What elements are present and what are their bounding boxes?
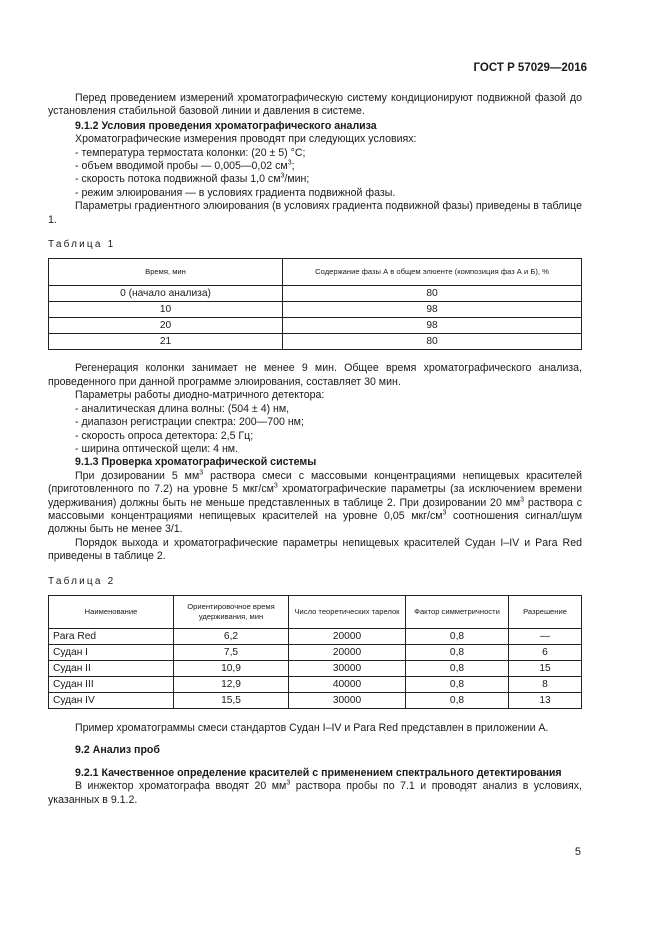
table-cell: 0,8: [406, 644, 509, 660]
intro-paragraph: Перед проведением измерений хроматографическую систему кондиционируют подвижной фазой до установления стабильной базовой линии и давления в системе.: [48, 92, 582, 118]
section-9-1-3-title: 9.1.3 Проверка хроматографической системы: [75, 456, 317, 469]
table-row: [49, 660, 582, 676]
detector-item: - скорость опроса детектора: 2,5 Гц;: [75, 429, 254, 442]
table-2: [48, 595, 582, 709]
table-cell: 21: [49, 334, 283, 350]
table-cell: 0,8: [406, 692, 509, 708]
table-header: Ориентировочное время удерживания, мин: [174, 595, 289, 628]
condition-item: - скорость потока подвижной фазы 1,0 $см^3$/мин;: [75, 172, 310, 186]
section-9-1-2-title: 9.1.2 Условия проведения хроматографического анализа: [75, 119, 377, 132]
table-header: Разрешение: [509, 595, 582, 628]
table-row: [49, 692, 582, 708]
table-cell: 12,9: [174, 676, 289, 692]
page-number: 5: [574, 846, 581, 858]
table-cell: 30000: [289, 660, 406, 676]
table-header: Число теоретических тарелок: [289, 595, 406, 628]
page-content: [48, 92, 582, 807]
table-cell: 6,2: [174, 628, 289, 644]
detector-item: - диапазон регистрации спектра: 200—700 нм;: [75, 416, 304, 429]
table-cell: 80: [283, 286, 582, 302]
table-cell: 98: [283, 302, 582, 318]
table-row: [49, 334, 582, 350]
table-cell: 10,9: [174, 660, 289, 676]
section-9-2-1-title: 9.2.1 Качественное определение красителей с применением спектрального детектирования: [75, 766, 562, 779]
detector-item: - аналитическая длина волны: (504 ± 4) нм,: [75, 402, 290, 415]
table-1: [48, 258, 582, 350]
table-cell: 10: [49, 302, 283, 318]
injection-paragraph: В инжектор хроматографа вводят 20 $мм^3$ раствора пробы по 7.1 и проводят анализ в условиях, указанных в 9.1.2.: [48, 779, 582, 806]
table-cell: 0,8: [406, 660, 509, 676]
condition-item: - температура термостата колонки: (20 ± 5) °С;: [75, 146, 306, 159]
gradient-paragraph: Параметры градиентного элюирования (в условиях градиента подвижной фазы) приведены в таблице 1.: [48, 200, 582, 226]
table-cell: 8: [509, 676, 582, 692]
table-header: Время, мин: [49, 259, 283, 286]
table-cell: 13: [509, 692, 582, 708]
table-row: [49, 286, 582, 302]
standard-number: ГОСТ Р 57029—2016: [473, 62, 587, 74]
table-cell: 20: [49, 318, 283, 334]
table-header: Наименование: [49, 595, 174, 628]
conditions-lead: Хроматографические измерения проводят при следующих условиях:: [75, 133, 417, 146]
table-1-caption: Таблица 1: [48, 239, 116, 251]
table-cell: 80: [283, 334, 582, 350]
condition-item: - объем вводимой пробы — 0,005—0,02 $см^3$;: [75, 159, 295, 173]
table-cell: 0,8: [406, 628, 509, 644]
table-row: [49, 676, 582, 692]
table-header: Содержание фазы А в общем элюенте (композиция фаз А и Б), %: [283, 259, 582, 286]
table-cell: Судан I: [49, 644, 174, 660]
table-cell: Судан II: [49, 660, 174, 676]
table-2-caption: Таблица 2: [48, 575, 116, 587]
table-cell: Para Red: [49, 628, 174, 644]
detector-lead: Параметры работы диодно-матричного детектора:: [75, 389, 325, 402]
table-row: [49, 302, 582, 318]
condition-item: - режим элюирования — в условиях градиента подвижной фазы.: [75, 186, 396, 199]
example-paragraph: Пример хроматограммы смеси стандартов Судан I–IV и Para Red представлен в приложении А.: [75, 721, 549, 734]
table-cell: 20000: [289, 628, 406, 644]
table-cell: Судан III: [49, 676, 174, 692]
table-cell: 40000: [289, 676, 406, 692]
table-cell: 0 (начало анализа): [49, 286, 283, 302]
table-cell: Судан IV: [49, 692, 174, 708]
table-cell: 20000: [289, 644, 406, 660]
elution-order-paragraph: Порядок выхода и хроматографические параметры непищевых красителей Судан I–IV и Para Red приведены в таблице 2.: [48, 536, 582, 563]
table-cell: 0,8: [406, 676, 509, 692]
table-cell: 6: [509, 644, 582, 660]
table-cell: —: [509, 628, 582, 644]
system-check-paragraph: При дозировании 5 $мм^3$ раствора смеси с массовыми концентрациями непищевых красителей (приготовленного по 7.2) на уровне 5 мкг/$см^3$ хроматографические параметры (за исключением времени удерживания) должны быть не меньше представленных в таблице 2. При дозировании 20 $мм^3$ раствора с массовыми концентрациями непищевых красителей на уровне 0,05 мкг/$см^3$ соотношения сигнал/шум должны быть не менее 3/1.: [48, 469, 583, 536]
section-9-2-title: 9.2 Анализ проб: [75, 744, 160, 757]
detector-item: - ширина оптической щели: 4 нм.: [75, 442, 239, 455]
table-cell: 98: [283, 318, 582, 334]
table-header: Фактор симметричности: [406, 595, 509, 628]
table-row: [49, 644, 582, 660]
table-cell: 15: [509, 660, 582, 676]
table-cell: 30000: [289, 692, 406, 708]
table-row: [49, 318, 582, 334]
table-cell: 7,5: [174, 644, 289, 660]
regeneration-paragraph: Регенерация колонки занимает не менее 9 мин. Общее время хроматографического анализа, проведенного при данной программе элюирования, составляет 30 мин.: [48, 362, 582, 388]
table-cell: 15,5: [174, 692, 289, 708]
table-row: [49, 628, 582, 644]
